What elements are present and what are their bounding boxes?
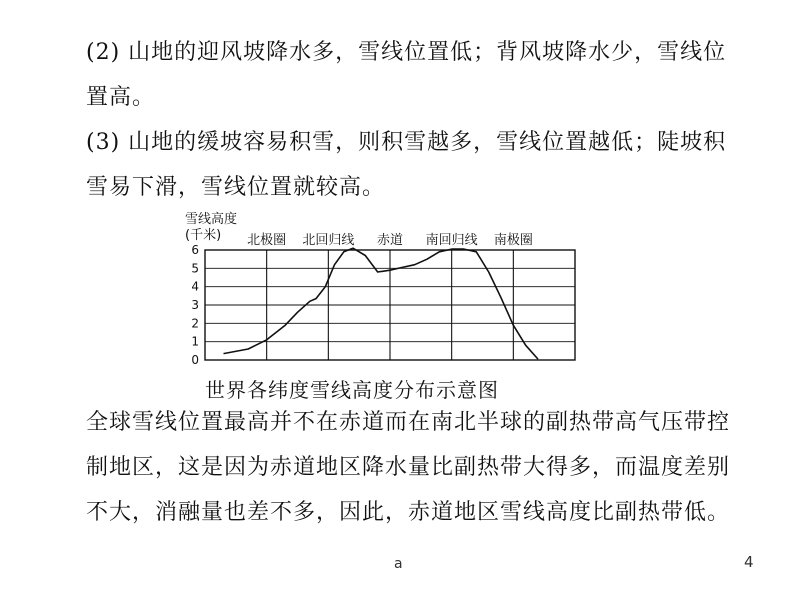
page-number: 4 xyxy=(744,553,754,571)
y-axis-label-line2: (千米) xyxy=(185,228,222,243)
y-tick-label: 2 xyxy=(191,316,199,331)
footer-mark: a xyxy=(394,556,403,572)
x-marker-label: 北极圈 xyxy=(247,233,287,248)
paragraph-windward-slope: (2) 山地的迎风坡降水多，雪线位置低；背风坡降水少，雪线位置高。 xyxy=(86,40,727,110)
x-marker-label: 南极圈 xyxy=(493,233,533,248)
chart-series-layer xyxy=(224,248,539,359)
y-tick-label: 0 xyxy=(191,353,199,367)
paragraph-gentle-slope: (3) 山地的缓坡容易积雪，则积雪越多，雪线位置越低；陡坡积雪易下滑，雪线位置就较高。 xyxy=(86,130,727,200)
y-tick-label: 1 xyxy=(191,334,199,349)
x-marker-label: 南回归线 xyxy=(425,233,478,248)
y-axis-label-line1: 雪线高度 xyxy=(185,212,238,227)
y-tick-label: 4 xyxy=(191,279,199,294)
chart-title: 世界各纬度雪线高度分布示意图 xyxy=(205,378,499,402)
paragraph-explanation: 全球雪线位置最高并不在赤道而在南北半球的副热带高气压带控制地区，这是因为赤道地区降水量比副热带大得多，而温度差别不大，消融量也差不多，因此，赤道地区雪线高度比副热带低。 xyxy=(86,410,731,525)
y-tick-label: 3 xyxy=(191,298,199,312)
chart-y-ticks xyxy=(191,243,199,367)
x-marker-label: 赤道 xyxy=(376,233,404,248)
chart-x-markers xyxy=(247,232,533,360)
y-tick-label: 6 xyxy=(191,243,199,257)
y-tick-label: 5 xyxy=(191,261,199,276)
snowline-curve xyxy=(224,248,539,359)
x-marker-label: 北回归线 xyxy=(302,233,355,248)
